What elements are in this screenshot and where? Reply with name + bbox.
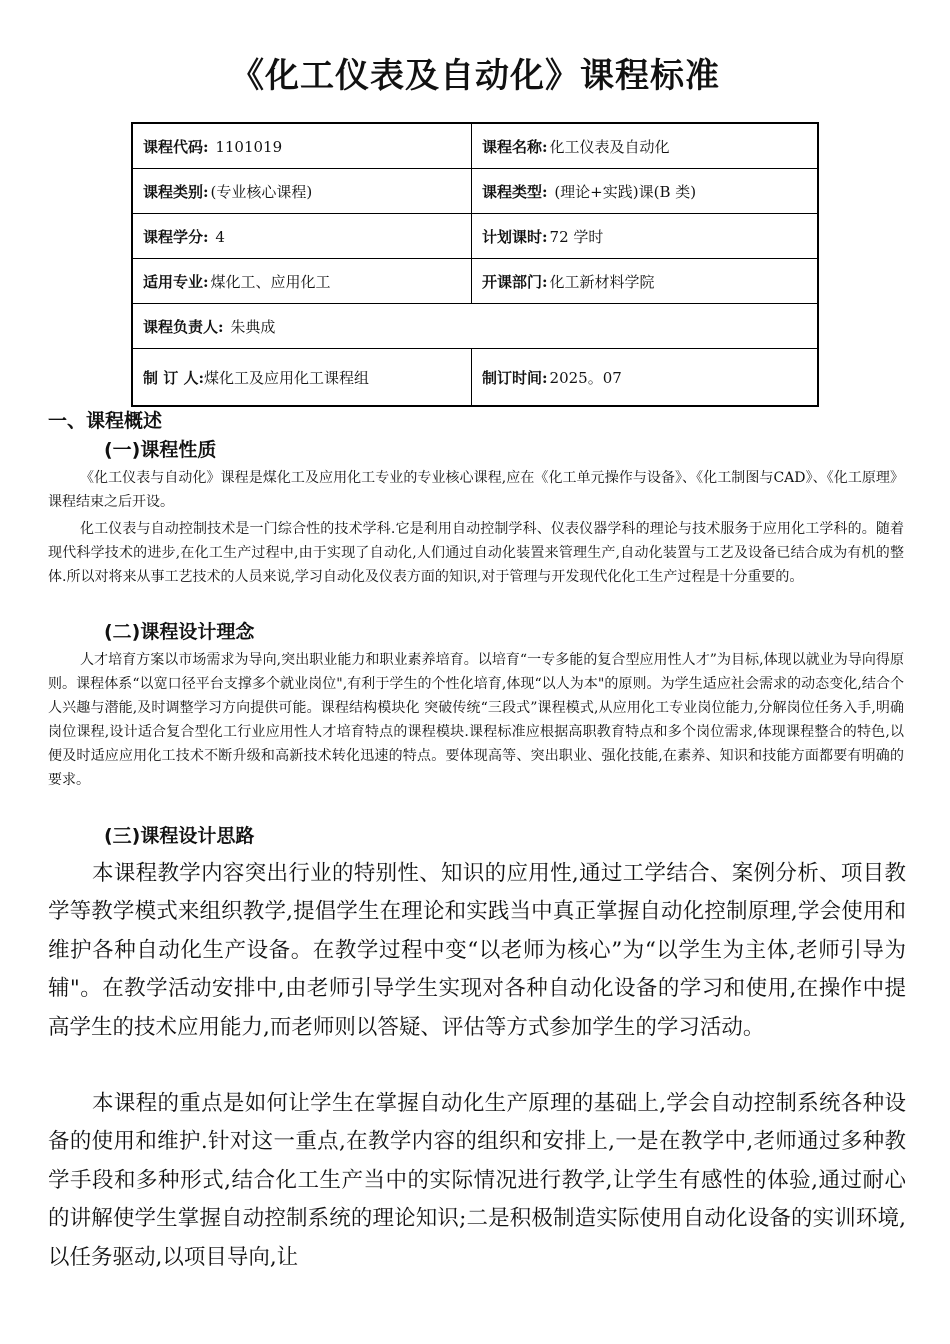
credits-value: 4 bbox=[210, 227, 225, 246]
course-type-label: 课程类型: bbox=[482, 182, 548, 201]
subsection-heading-nature: (一)课程性质 bbox=[104, 439, 217, 461]
department-label: 开课部门: bbox=[482, 272, 548, 291]
course-info-table bbox=[131, 122, 819, 407]
course-type-value: (理论+实践)课(B 类) bbox=[549, 182, 697, 201]
major-cell bbox=[132, 259, 472, 304]
author-cell bbox=[132, 349, 472, 407]
section-heading-overview: 一、课程概述 bbox=[48, 410, 163, 432]
subsection-heading-concept: (二)课程设计理念 bbox=[104, 621, 255, 643]
table-row bbox=[132, 169, 818, 214]
person-in-charge-value: 朱典成 bbox=[225, 317, 276, 336]
major-label: 适用专业: bbox=[143, 272, 209, 291]
revision-time-label: 制订时间: bbox=[482, 368, 548, 387]
table-row bbox=[132, 304, 818, 349]
paragraph: 本课程教学内容突出行业的特别性、知识的应用性,通过工学结合、案例分析、项目教学等教学模式来组织教学,提倡学生在理论和实践当中真正掌握自动化控制原理,学会使用和维护各种自动化生产设备。在教学过程中变“以老师为核心”为“以学生为主体,老师引导为辅"。在教学活动安排中,由老师引导学生实现对各种自动化设备的学习和使用,在操作中提高学生的技术应用能力,而老师则以答疑、评估等方式参加学生的学习活动。 bbox=[48, 861, 906, 1040]
planned-hours-cell bbox=[472, 214, 819, 259]
person-in-charge-label: 课程负责人: bbox=[143, 317, 224, 336]
table-row bbox=[132, 349, 818, 407]
person-in-charge-cell bbox=[132, 304, 818, 349]
revision-time-value: 2025。07 bbox=[549, 368, 622, 387]
paragraph: 本课程的重点是如何让学生在掌握自动化生产原理的基础上,学会自动控制系统各种设备的使用和维护.针对这一重点,在教学内容的组织和安排上,一是在教学中,老师通过多种教学手段和多种形式,结合化工生产当中的实际情况进行教学,让学生有感性的体验,通过耐心的讲解使学生掌握自动控制系统的理论知识;二是积极制造实际使用自动化设备的实训环境,以任务驱动,以项目导向,让 bbox=[48, 1091, 906, 1270]
author-value: 煤化工及应用化工课程组 bbox=[203, 368, 369, 387]
course-category-value: (专业核心课程) bbox=[210, 182, 313, 201]
credits-cell bbox=[132, 214, 472, 259]
department-cell bbox=[472, 259, 819, 304]
subsection-heading-design-approach: (三)课程设计思路 bbox=[104, 825, 255, 847]
course-category-label: 课程类别: bbox=[143, 182, 209, 201]
course-name-value: 化工仪表及自动化 bbox=[549, 137, 670, 156]
table-row bbox=[132, 214, 818, 259]
course-name-cell bbox=[472, 123, 819, 169]
table-row bbox=[132, 123, 818, 169]
revision-time-cell bbox=[472, 349, 819, 407]
paragraph: 人才培育方案以市场需求为导向,突出职业能力和职业素养培育。以培育“一专多能的复合型应用性人才”为目标,体现以就业为导向得原则。课程体系“以宽口径平台支撑多个就业岗位",有利于学生的个性化培育,体现“以人为本"的原则。为学生适应社会需求的动态变化,结合个人兴趣与潜能,及时调整学习方向提供可能。课程结构模块化 突破传统“三段式”课程模式,从应用化工专业岗位能力,分解岗位任务入手,明确岗位课程,设计适合复合型化工行业应用性人才培育特点的课程模块.课程标准应根据高职教育特点和多个岗位需求,体现课程整合的特色,以便及时适应应用化工技术不断升级和高新技术转化迅速的特点。要体现高等、突出职业、强化技能,在素养、知识和技能方面都要有明确的要求。 bbox=[48, 652, 904, 788]
course-code-label: 课程代码: bbox=[143, 137, 209, 156]
course-code-value: 1101019 bbox=[210, 137, 283, 156]
credits-label: 课程学分: bbox=[143, 227, 209, 246]
page-title: 《化工仪表及自动化》课程标准 bbox=[230, 56, 720, 96]
major-value: 煤化工、应用化工 bbox=[210, 272, 331, 291]
planned-hours-value: 72 学时 bbox=[549, 227, 604, 246]
course-name-label: 课程名称: bbox=[482, 137, 548, 156]
department-value: 化工新材料学院 bbox=[549, 272, 655, 291]
paragraph: 《化工仪表与自动化》课程是煤化工及应用化工专业的专业核心课程,应在《化工单元操作与设备》、《化工制图与CAD》、《化工原理》课程结束之后开设。 bbox=[48, 470, 904, 510]
author-label: 制 订 人: bbox=[143, 368, 204, 387]
course-type-cell bbox=[472, 169, 819, 214]
course-category-cell bbox=[132, 169, 472, 214]
table-row bbox=[132, 259, 818, 304]
paragraph: 化工仪表与自动控制技术是一门综合性的技术学科.它是利用自动控制学科、仪表仪器学科的理论与技术服务于应用化工学科的。随着现代科学技术的进步,在化工生产过程中,由于实现了自动化,人们通过自动化装置来管理生产,自动化装置与工艺及设备已结合成为有机的整体.所以对将来从事工艺技术的人员来说,学习自动化及仪表方面的知识,对于管理与开发现代化化工生产过程是十分重要的。 bbox=[48, 521, 904, 585]
course-code-cell bbox=[132, 123, 472, 169]
planned-hours-label: 计划课时: bbox=[482, 227, 548, 246]
